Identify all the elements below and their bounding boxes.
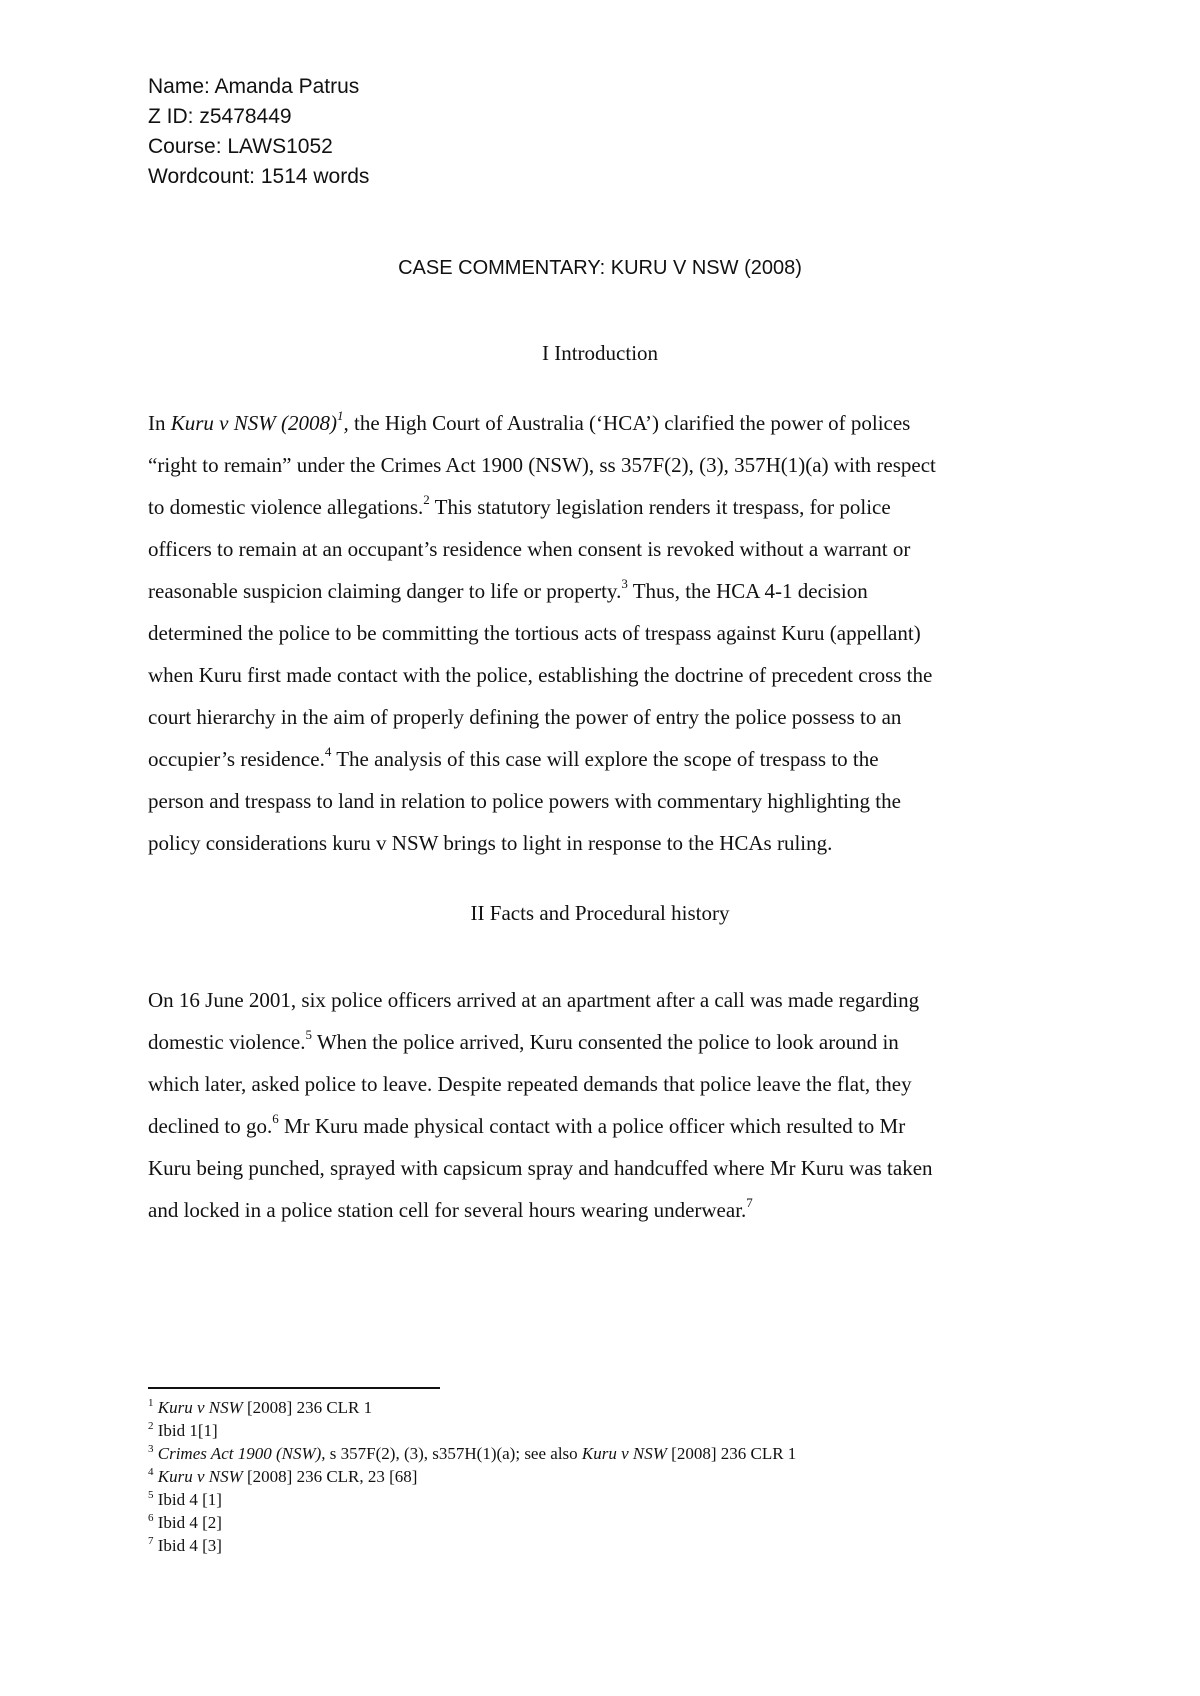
text-line: officers to remain at an occupant’s residence when consent is revoked without a warrant or	[148, 537, 911, 561]
word-count: Wordcount: 1514 words	[148, 165, 370, 188]
text-line: domestic violence.$^5$ When the police arrived, Kuru consented the police to look around in	[148, 1027, 899, 1054]
text-line: policy considerations kuru v NSW brings to light in response to the HCAs ruling.	[148, 831, 833, 855]
footnote-ref[interactable]: 3	[621, 576, 628, 591]
text-line: when Kuru first made contact with the police, establishing the doctrine of precedent cross the	[148, 663, 933, 687]
course-code: Course: LAWS1052	[148, 135, 333, 158]
text-line: In Kuru v NSW $(2008)^1$, the High Court of Australia (‘HCA’) clarified the power of polices	[148, 408, 911, 435]
text-line: On 16 June 2001, six police officers arrived at an apartment after a call was made regarding	[148, 988, 920, 1012]
footnote-item: $^3$ Crimes Act 1900 (NSW), s 357F(2), (3), s357H(1)(a); see also Kuru v NSW [2008] 236 CLR 1	[148, 1443, 797, 1463]
text-line: which later, asked police to leave. Despite repeated demands that police leave the flat, they	[148, 1072, 912, 1096]
footnote-ref[interactable]: 5	[305, 1027, 312, 1042]
text-line: court hierarchy in the aim of properly defining the power of entry the police possess to an	[148, 705, 902, 729]
footnote-item: $^1$ Kuru v NSW [2008] 236 CLR 1	[148, 1397, 373, 1417]
document-title: CASE COMMENTARY: KURU V NSW (2008)	[398, 257, 802, 279]
text-line: occupier’s residence.$^4$ The analysis of this case will explore the scope of trespass to the	[148, 744, 879, 771]
text-line: declined to go.$^6$ Mr Kuru made physical contact with a police officer which resulted to Mr	[148, 1111, 906, 1138]
text-line: and locked in a police station cell for several hours wearing underwear.$^7$	[148, 1195, 753, 1222]
footnotes	[148, 1396, 796, 1557]
footnote-ref[interactable]: 6	[272, 1111, 279, 1126]
footnote-ref[interactable]: 2	[423, 492, 430, 507]
case-name: Kuru v NSW (2008)	[170, 411, 337, 435]
footnote-ref[interactable]: 7	[746, 1195, 753, 1210]
footnote-item: $^5$ Ibid 4 [1]	[148, 1489, 222, 1509]
student-zid: Z ID: z5478449	[148, 105, 292, 128]
text-line: “right to remain” under the Crimes Act 1900 (NSW), ss 357F(2), (3), 357H(1)(a) with respect	[148, 453, 936, 477]
section-heading-facts: II Facts and Procedural history	[470, 901, 730, 925]
footnote-item: $^2$ Ibid 1[1]	[148, 1420, 218, 1440]
footnote-separator	[148, 1387, 440, 1389]
student-name: Name: Amanda Patrus	[148, 75, 360, 98]
text-line: to domestic violence allegations.$^2$ This statutory legislation renders it trespass, for police	[148, 492, 891, 519]
footnote-item: $^4$ Kuru v NSW [2008] 236 CLR, 23 [68]	[148, 1466, 418, 1486]
text-line: reasonable suspicion claiming danger to life or property.$^3$ Thus, the HCA 4-1 decision	[148, 576, 868, 603]
introduction-paragraph	[148, 402, 1068, 864]
facts-paragraph	[148, 979, 1068, 1231]
section-heading-introduction: I Introduction	[541, 341, 659, 365]
text-line: Kuru being punched, sprayed with capsicum spray and handcuffed where Mr Kuru was taken	[148, 1156, 933, 1180]
footnote-ref[interactable]: 4	[324, 744, 332, 759]
text-line: person and trespass to land in relation to police powers with commentary highlighting the	[148, 789, 901, 813]
footnote-item: $^7$ Ibid 4 [3]	[148, 1535, 222, 1555]
footnote-ref[interactable]: 1	[337, 408, 344, 423]
text-line: determined the police to be committing the tortious acts of trespass against Kuru (appellant)	[148, 621, 921, 645]
footnote-item: $^6$ Ibid 4 [2]	[148, 1512, 222, 1532]
student-details	[148, 72, 369, 192]
